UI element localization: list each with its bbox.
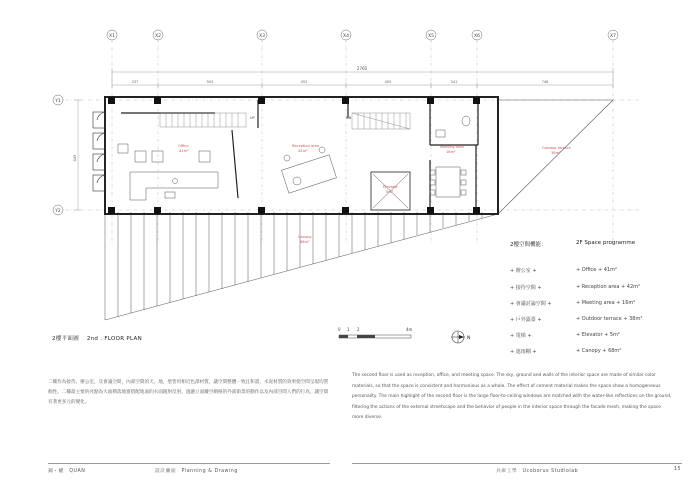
programme-item-en: + Office + 41m²: [576, 267, 617, 273]
svg-text:68m²: 68m²: [300, 240, 310, 244]
programme-item-cn: + 會議討論空間 +: [510, 301, 552, 307]
svg-text:Canopy: Canopy: [298, 235, 312, 239]
programme-item-cn: + 電梯 +: [510, 333, 532, 339]
svg-text:Elevator: Elevator: [383, 185, 398, 189]
footer-divider-left: [48, 463, 330, 464]
programme-item-en: + Meeting area + 16m²: [576, 300, 636, 306]
dimension-total: 2760: [356, 66, 368, 71]
dimension-segment: 237: [131, 80, 139, 84]
description-english: The second floor is used as reception, office, and meeting space. The sky, ground and walls of the interior space are made of similar color materials, so that the space is consistent and harmonious as a whole. The effect of cement material makes the space show a homogeneous personality. The main highlight of the second floor is the large floor-to-ceiling windows are matched with the water-like reflections on the ground, filtering the actions of the external streetscape and the behavior of people in the interior space through the facade mesh, making the space more diverse.: [352, 373, 672, 420]
programme-item-cn: + 辦公室 +: [510, 268, 537, 274]
programme-item-cn: + 接待空間 +: [510, 285, 542, 291]
programme-item-en: + Elevator + 5m²: [576, 332, 620, 338]
room-label-reception: [292, 144, 319, 153]
svg-text:42m²: 42m²: [298, 149, 308, 153]
svg-text:1: 1: [347, 327, 350, 332]
canopy-structure: [105, 212, 498, 320]
svg-text:X2: X2: [155, 34, 161, 39]
grid-axis-x7: [608, 30, 618, 40]
svg-text:X5: X5: [428, 34, 434, 39]
svg-text:Office: Office: [178, 144, 189, 148]
svg-text:Y2: Y2: [55, 209, 61, 214]
svg-text:Reception area: Reception area: [292, 144, 320, 148]
svg-text:X7: X7: [610, 34, 616, 39]
svg-text:4m: 4m: [406, 327, 413, 332]
svg-text:X4: X4: [343, 34, 349, 39]
svg-text:16m²: 16m²: [446, 150, 456, 154]
plan-title: 2樓平面圖 2nd . FLOOR PLAN: [52, 336, 143, 342]
svg-text:X3: X3: [259, 34, 265, 39]
dimension-segment: 452: [300, 80, 308, 84]
north-arrow-icon: [448, 327, 474, 347]
grid-axis-x5: [426, 30, 436, 40]
svg-text:5m²: 5m²: [386, 190, 394, 194]
dimension-segment: 748: [541, 80, 549, 84]
room-label-meeting: [440, 145, 464, 154]
room-label-terrace: [542, 146, 572, 155]
room-label-office: [178, 144, 189, 153]
svg-text:Meeting area: Meeting area: [440, 145, 464, 149]
grid-axis-x4: [341, 30, 351, 40]
grid-axis-x1: [107, 30, 117, 40]
stair-down: [352, 113, 410, 129]
footer-divider-right: [352, 463, 682, 464]
grid-axis-x2: [153, 30, 163, 40]
stair-up: [160, 113, 246, 127]
grid-axis-x6: [472, 30, 482, 40]
dimension-segment: 503: [206, 80, 214, 84]
footer-section: 設計圖面 Planning & Drawing: [155, 469, 238, 474]
programme-item-en: + Canopy + 68m²: [576, 348, 622, 354]
svg-text:X6: X6: [474, 34, 480, 39]
svg-text:Y1: Y1: [55, 99, 61, 104]
programme-title-en: 2F Space programme: [576, 240, 636, 246]
footer-brand: 錦・權 QUAN: [48, 469, 86, 474]
page-number: 15: [674, 467, 682, 472]
svg-text:41m²: 41m²: [179, 149, 189, 153]
meeting-furniture: [430, 167, 466, 197]
grid-axis-x3: [257, 30, 267, 40]
programme-item-cn: + 戶外露臺 +: [510, 317, 542, 323]
svg-text:0: 0: [338, 327, 341, 332]
dimension-segment: 405: [384, 80, 392, 84]
office-furniture: [118, 144, 218, 200]
outdoor-terrace-outline: [498, 100, 613, 214]
reception-furniture: [282, 147, 337, 193]
programme-item-en: + Outdoor terrace + 38m²: [576, 316, 643, 322]
dimension-height: 445: [73, 154, 77, 162]
scale-bar: [336, 325, 416, 345]
svg-text:N: N: [467, 336, 471, 341]
programme-title-cn: 2樓空間機能：: [510, 242, 547, 248]
room-label-elevator: [383, 185, 398, 194]
dimension-segment: 241: [450, 80, 458, 84]
programme-item-cn: + 遮雨棚 +: [510, 349, 537, 355]
building-outline: [105, 97, 498, 214]
structural-columns: [108, 97, 480, 214]
interior-walls: [121, 100, 478, 214]
facade-window-bays: [93, 112, 105, 191]
room-label-canopy: [298, 235, 312, 244]
svg-text:Outdoor terrace: Outdoor terrace: [542, 146, 571, 150]
programme-item-en: + Reception area + 42m²: [576, 284, 641, 290]
grid-axis-y1: [53, 95, 63, 105]
stair-down-label: DN: [346, 116, 352, 120]
description-chinese: 二樓作為接待、辦公室，及會議空間，內部空間的天、地，壁皆用相近色澤材質，讓空間整體一致且和諧，水泥材質的效果使空間呈現均質個性。二樓最主要的亮點為大面積落地窗搭配地面的水面鏡射反射，過濾立面鏤空網格的外部街景的動作以及內部空間人們的行為，讓空間有著更多元的變化。: [48, 380, 329, 405]
stair-up-label: UP: [250, 116, 255, 120]
svg-text:X1: X1: [109, 34, 115, 39]
svg-text:2: 2: [357, 327, 360, 332]
footer-studio: 兵庫工學 Ucoborus Studiolab: [496, 469, 579, 474]
restroom-fixtures: [436, 116, 470, 137]
grid-axis-y2: [53, 205, 63, 215]
svg-text:38m²: 38m²: [551, 151, 561, 155]
